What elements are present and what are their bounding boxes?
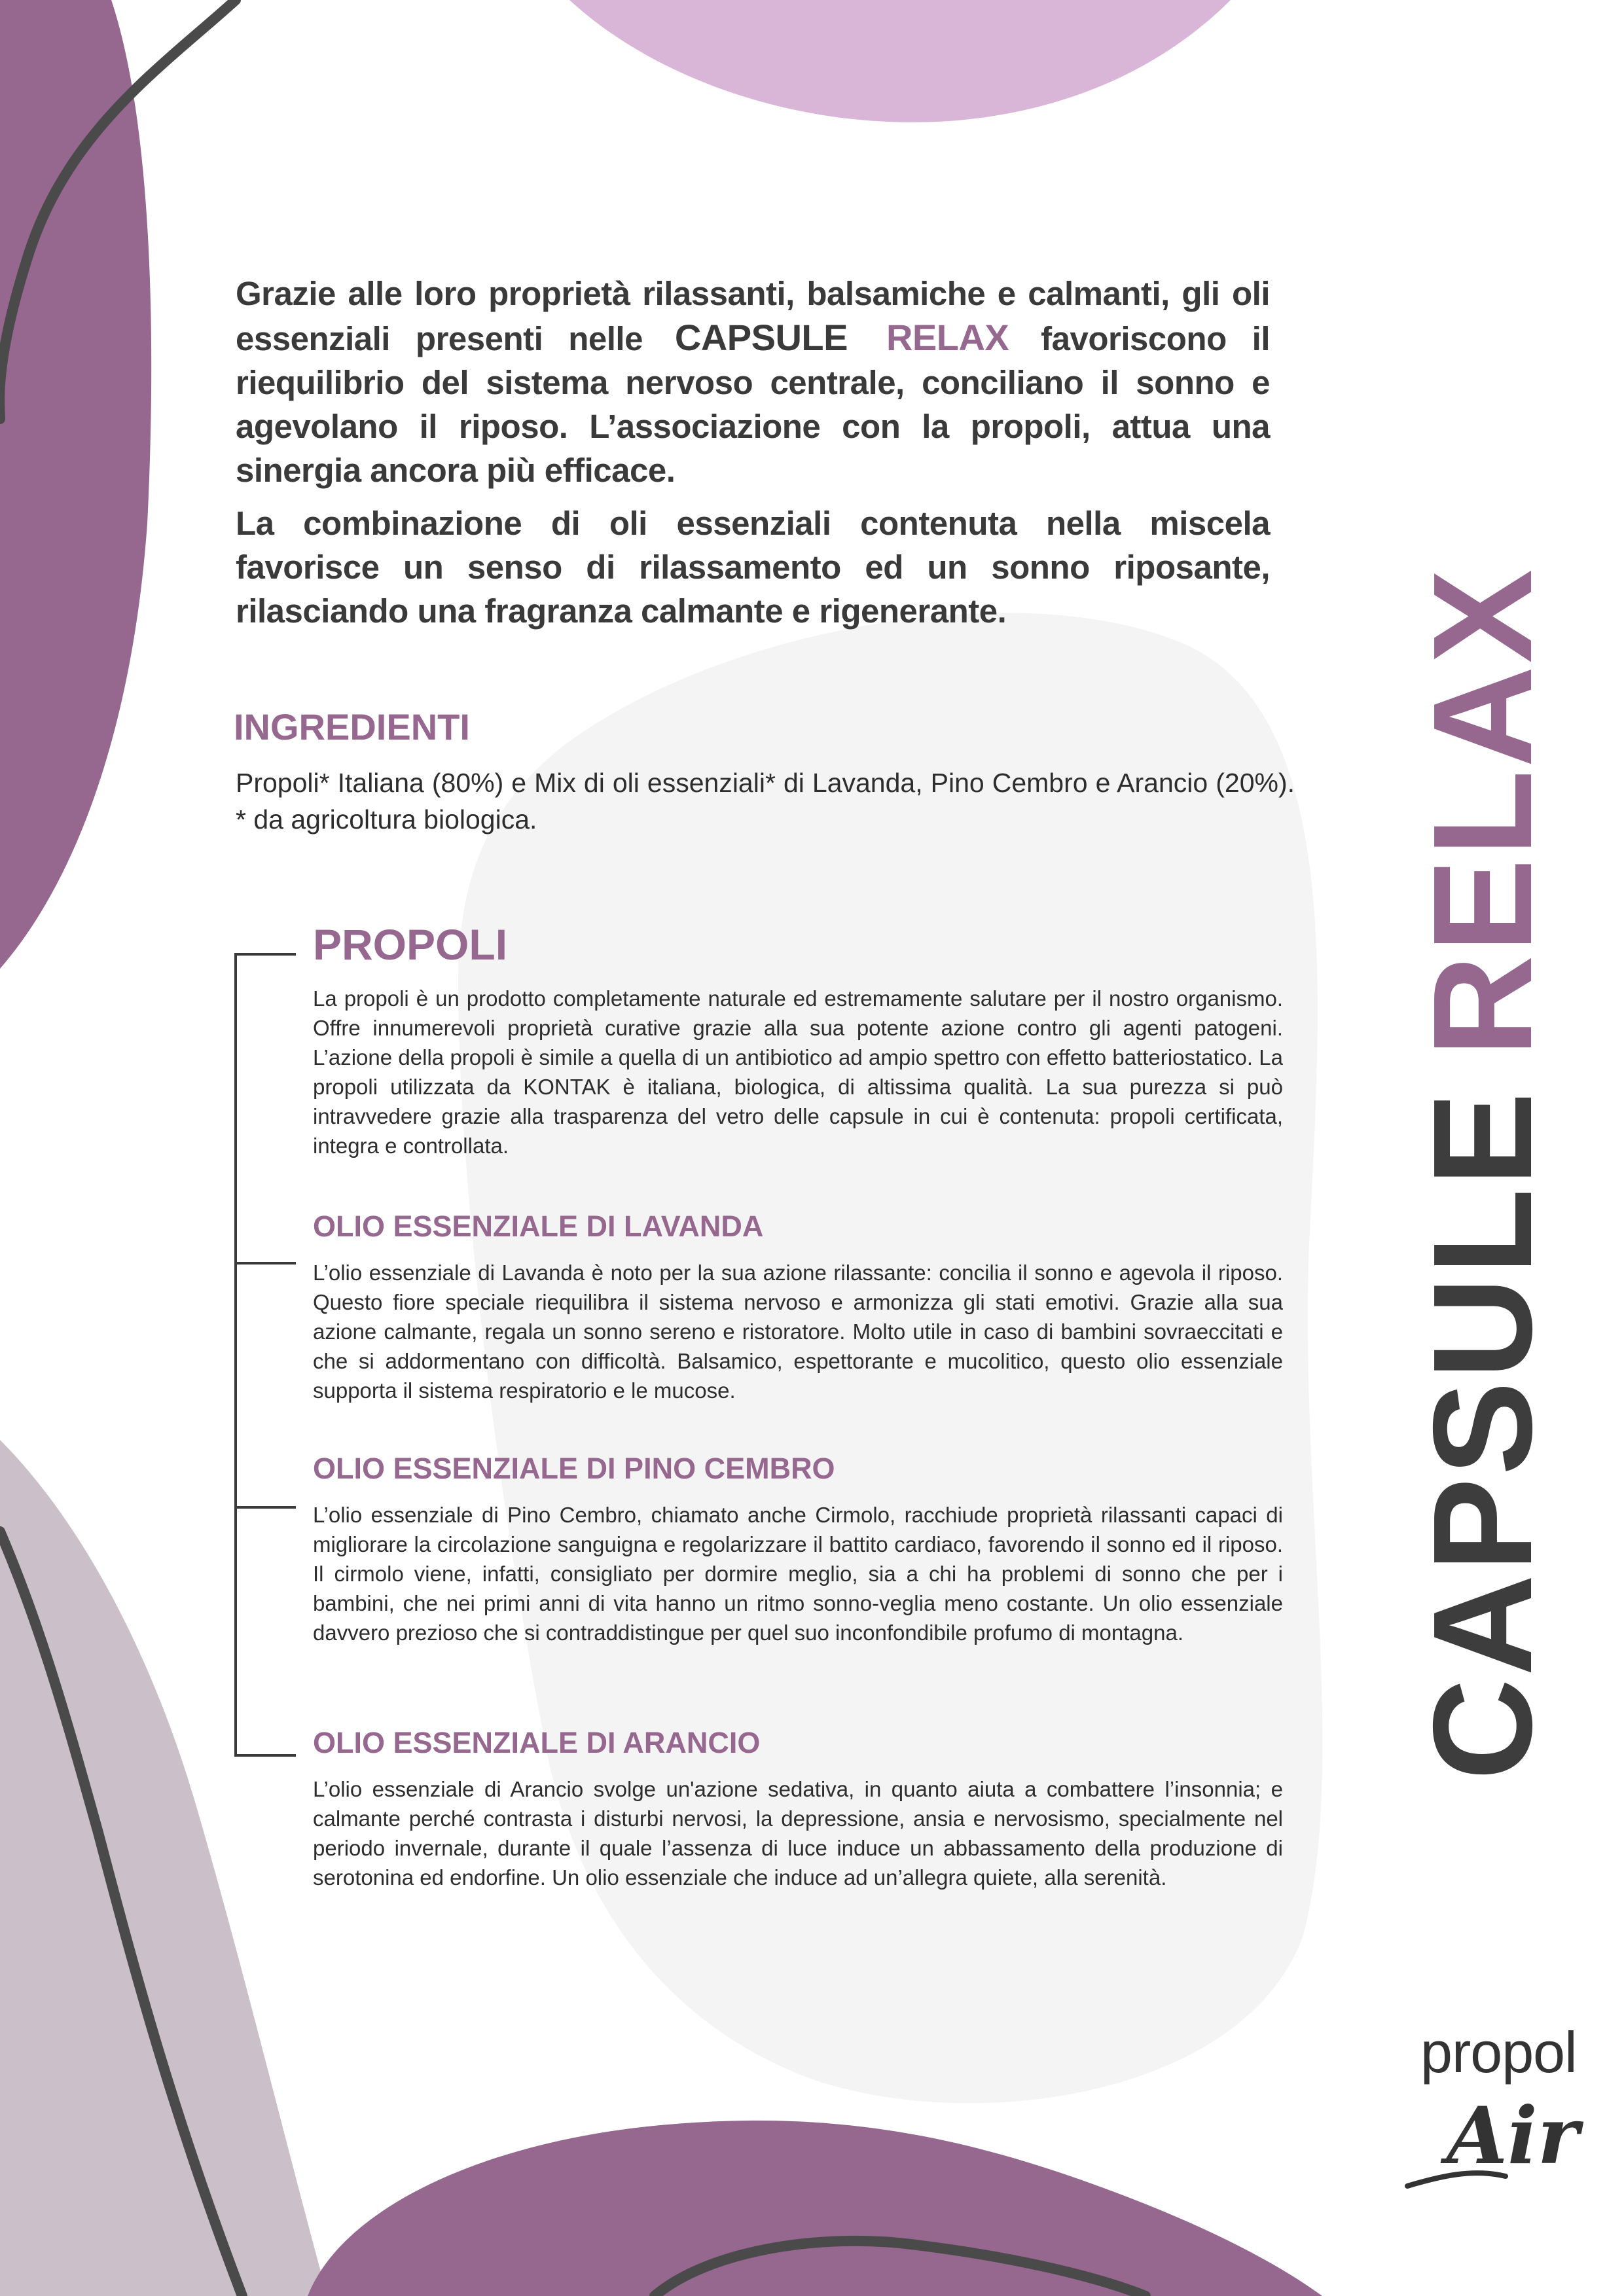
brand-logo — [1401, 2019, 1597, 2202]
arancio-text: L’olio essenziale di Arancio svolge un'azione sedativa, in quanto aiuta a combattere l’insonnia; e calmante perché contrasta i disturbi nervosi, la depressione, ansia e nervosismo, specialmente nel periodo invernale, durante il quale l’assenza di luce induce un abbassamento della produzione di serotonina ed endorfine. Un olio essenziale che induce ad un’allegra quiete, alla serenità. — [313, 1777, 1283, 1890]
vertical-title-capsule: CAPSULE — [1403, 1089, 1561, 1780]
intro-p1-end: favoriscono il riequilibrio del sistema nervoso centrale, conciliano il sonno e agevolano il riposo. L’associazione con la propoli, attua una sinergia ancora più efficace. — [236, 320, 1271, 489]
top-blob — [569, 0, 1231, 122]
pino-cembro-text: L’olio essenziale di Pino Cembro, chiamato anche Cirmolo, racchiude proprietà rilassanti capaci di migliorare la circolazione sanguigna e regolarizzare il battito cardiaco, favorendo il sonno ed il riposo. Il cirmolo viene, infatti, consigliato per dormire meglio, sia a chi ha problemi di sonno che per i bambini, che nei primi anni di vita hanno un ritmo sonno-veglia meno costante. Un olio essenziale davvero prezioso che si contraddistingue per quel suo inconfondibile profumo di montagna. — [313, 1503, 1283, 1645]
intro-paragraph-2: La combinazione di oli essenziali contenuta nella miscela favorisce un senso di rilassamento ed un sonno riposante, rilasciando una fragranza calmante e rigenerante. — [236, 505, 1270, 630]
lavanda-text: L’olio essenziale di Lavanda è noto per la sua azione rilassante: concilia il sonno e agevola il riposo. Questo fiore speciale riequilibra il sistema nervoso e armonizza gli stati emotivi. Grazie alla sua azione calmante, regala un sonno sereno e ristoratore. Molto utile in caso di bambini sovraeccitati e che si addormentano con difficoltà. Balsamico, espettorante e mucolitico, questo olio essenziale supporta il sistema respiratorio e le mucose. — [313, 1261, 1283, 1403]
logo-air-text: Air — [1447, 2090, 1579, 2182]
vertical-title-relax: RELAX — [1403, 566, 1561, 1057]
propoli-text: La propoli è un prodotto completamente naturale ed estremamente salutare per il nostro organismo. Offre innumerevoli proprietà curative grazie alla sua potente azione contro gli agenti patogeni. L’azione della propoli è simile a quella di un antibiotico ad ampio spettro con effetto batteriostatico. La propoli utilizzata da KONTAK è italiana, biologica, di altissima qualità. La sua purezza si può intravvedere grazie alla trasparenza del vetro delle capsule in cui è contenuta: propoli certificata, integra e controllata. — [313, 986, 1283, 1158]
arancio-heading: OLIO ESSENZIALE DI ARANCIO — [313, 1726, 761, 1759]
intro-paragraph-1 — [236, 272, 1270, 492]
intro-p1-start: Grazie alle loro proprietà rilassanti, balsamiche e calmanti, gli oli essenziali presenti nelle — [236, 275, 1270, 357]
propoli-heading: PROPOLI — [313, 920, 508, 969]
ingredients-heading: INGREDIENTI — [234, 706, 470, 747]
lavanda-heading: OLIO ESSENZIALE DI LAVANDA — [313, 1210, 764, 1243]
logo-propol: propol — [1420, 2020, 1577, 2085]
bottom-purple-blob — [308, 2121, 1322, 2296]
logo-air — [1401, 2078, 1597, 2196]
intro-text — [236, 272, 1270, 642]
pino-cembro-heading: OLIO ESSENZIALE DI PINO CEMBRO — [313, 1452, 835, 1485]
vertical-title — [1403, 471, 1561, 1780]
ingredients-text: Propoli* Italiana (80%) e Mix di oli essenziali* di Lavanda, Pino Cembro e Arancio (20%). * da agricoltura biologica. — [236, 768, 1295, 834]
keyword-capsule: CAPSULE — [674, 317, 848, 358]
keyword-relax: RELAX — [886, 317, 1009, 358]
left-purple-blob — [0, 0, 151, 969]
section-bracket — [236, 954, 296, 1755]
left-mauve-blob — [0, 1440, 327, 2296]
